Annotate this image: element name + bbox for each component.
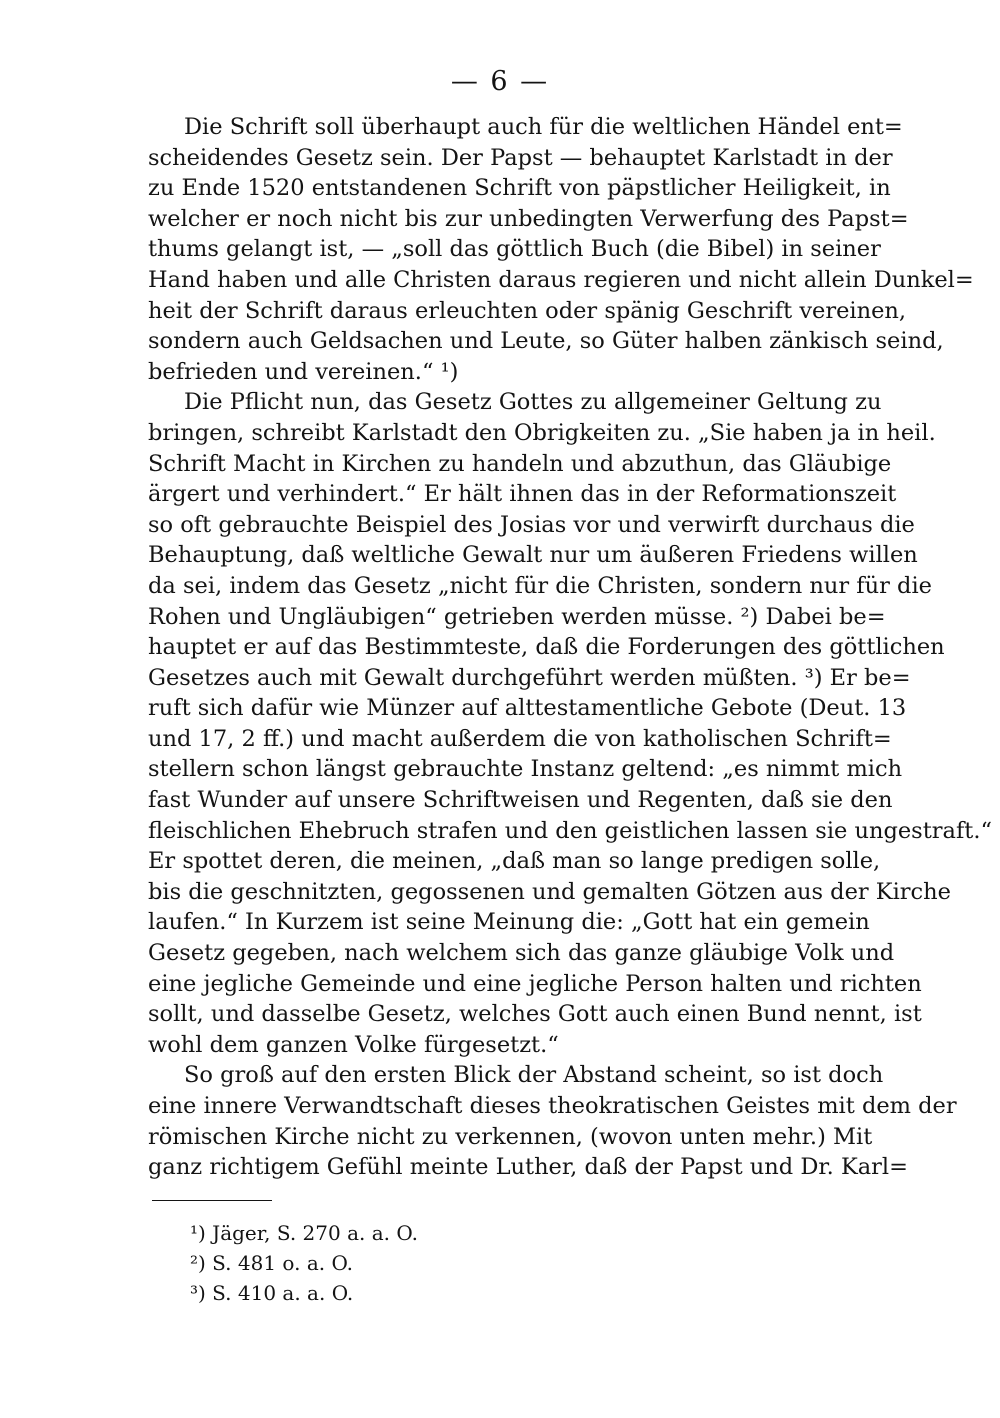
text-line: Gesetz gegeben, nach welchem sich das ganze gläubige Volk und [148, 940, 895, 967]
text-line: eine jegliche Gemeinde und eine jegliche Person halten und richten [148, 970, 922, 997]
text-line: Er spottet deren, die meinen, „daß man so lange predigen solle, [148, 848, 881, 875]
footnote: ²) S. 481 o. a. O. [190, 1251, 354, 1275]
text-line: Rohen und Ungläubigen“ getrieben werden müsse. ²) Dabei be= [148, 603, 886, 630]
text-line: sondern auch Geldsachen und Leute, so Güter halben zänkisch seind, [148, 328, 944, 355]
body-text [148, 112, 992, 1183]
text-line: sollt, und dasselbe Gesetz, welches Gott auch einen Bund nennt, ist [148, 1001, 922, 1028]
text-line: zu Ende 1520 entstandenen Schrift von päpstlicher Heiligkeit, in [148, 175, 891, 202]
text-line: ärgert und verhindert.“ Er hält ihnen das in der Reformationszeit [148, 481, 897, 508]
text-line: Die Pflicht nun, das Gesetz Gottes zu allgemeiner Geltung zu [184, 389, 882, 416]
text-line: fast Wunder auf unsere Schriftweisen und Regenten, daß sie den [148, 787, 893, 814]
text-line: so oft gebrauchte Beispiel des Josias vor und verwirft durchaus die [148, 511, 915, 538]
text-line: befrieden und vereinen.“ ¹) [148, 358, 459, 385]
footnote: ¹) Jäger, S. 270 a. a. O. [190, 1221, 418, 1245]
text-line: wohl dem ganzen Volke fürgesetzt.“ [148, 1031, 559, 1058]
footnote-divider [152, 1200, 272, 1201]
text-line: scheidendes Gesetz sein. Der Papst — behauptet Karlstadt in der [148, 144, 893, 171]
text-line: laufen.“ In Kurzem ist seine Meinung die: „Gott hat ein gemein [148, 909, 870, 936]
text-line: Hand haben und alle Christen daraus regieren und nicht allein Dunkel= [148, 266, 974, 293]
text-line: Schrift Macht in Kirchen zu handeln und abzuthun, das Gläubige [148, 450, 892, 477]
text-line: Die Schrift soll überhaupt auch für die weltlichen Händel ent= [184, 114, 903, 140]
paragraph [148, 112, 974, 387]
text-line: bis die geschnitzten, gegossenen und gemalten Götzen aus der Kirche [148, 878, 951, 905]
text-line: heit der Schrift daraus erleuchten oder spänig Geschrift vereinen, [148, 297, 907, 324]
text-line: und 17, 2 ff.) und macht außerdem die von katholischen Schrift= [148, 725, 892, 752]
text-line: da sei, indem das Gesetz „nicht für die Christen, sondern nur für die [148, 572, 932, 599]
text-line: thums gelangt ist, — „soll das göttlich Buch (die Bibel) in seiner [148, 236, 881, 263]
text-line: fleischlichen Ehebruch strafen und den geistlichen lassen sie ungestraft.“ [148, 817, 992, 844]
footnotes [190, 1218, 418, 1308]
text-line: stellern schon längst gebrauchte Instanz geltend: „es nimmt mich [148, 756, 903, 783]
paragraph [148, 387, 992, 1060]
page-number: — 6 — [450, 66, 550, 97]
footnote: ³) S. 410 a. a. O. [190, 1281, 354, 1305]
text-line: eine innere Verwandtschaft dieses theokratischen Geistes mit dem der [148, 1093, 957, 1119]
text-line: hauptet er auf das Bestimmteste, daß die Forderungen des göttlichen [148, 634, 945, 661]
text-line: römischen Kirche nicht zu verkennen, (wovon unten mehr.) Mit [148, 1123, 873, 1150]
text-line: ruft sich dafür wie Münzer auf alttestamentliche Gebote (Deut. 13 [148, 695, 907, 722]
text-line: welcher er noch nicht bis zur unbedingten Verwerfung des Papst= [148, 205, 909, 232]
paragraph [148, 1060, 957, 1182]
text-line: Gesetzes auch mit Gewalt durchgeführt werden müßten. ³) Er be= [148, 664, 911, 691]
text-line: ganz richtigem Gefühl meinte Luther, daß der Papst und Dr. Karl= [148, 1154, 908, 1181]
text-line: Behauptung, daß weltliche Gewalt nur um äußeren Friedens willen [148, 542, 918, 569]
text-line: So groß auf den ersten Blick der Abstand scheint, so ist doch [184, 1062, 884, 1089]
text-line: bringen, schreibt Karlstadt den Obrigkeiten zu. „Sie haben ja in heil. [148, 419, 936, 446]
